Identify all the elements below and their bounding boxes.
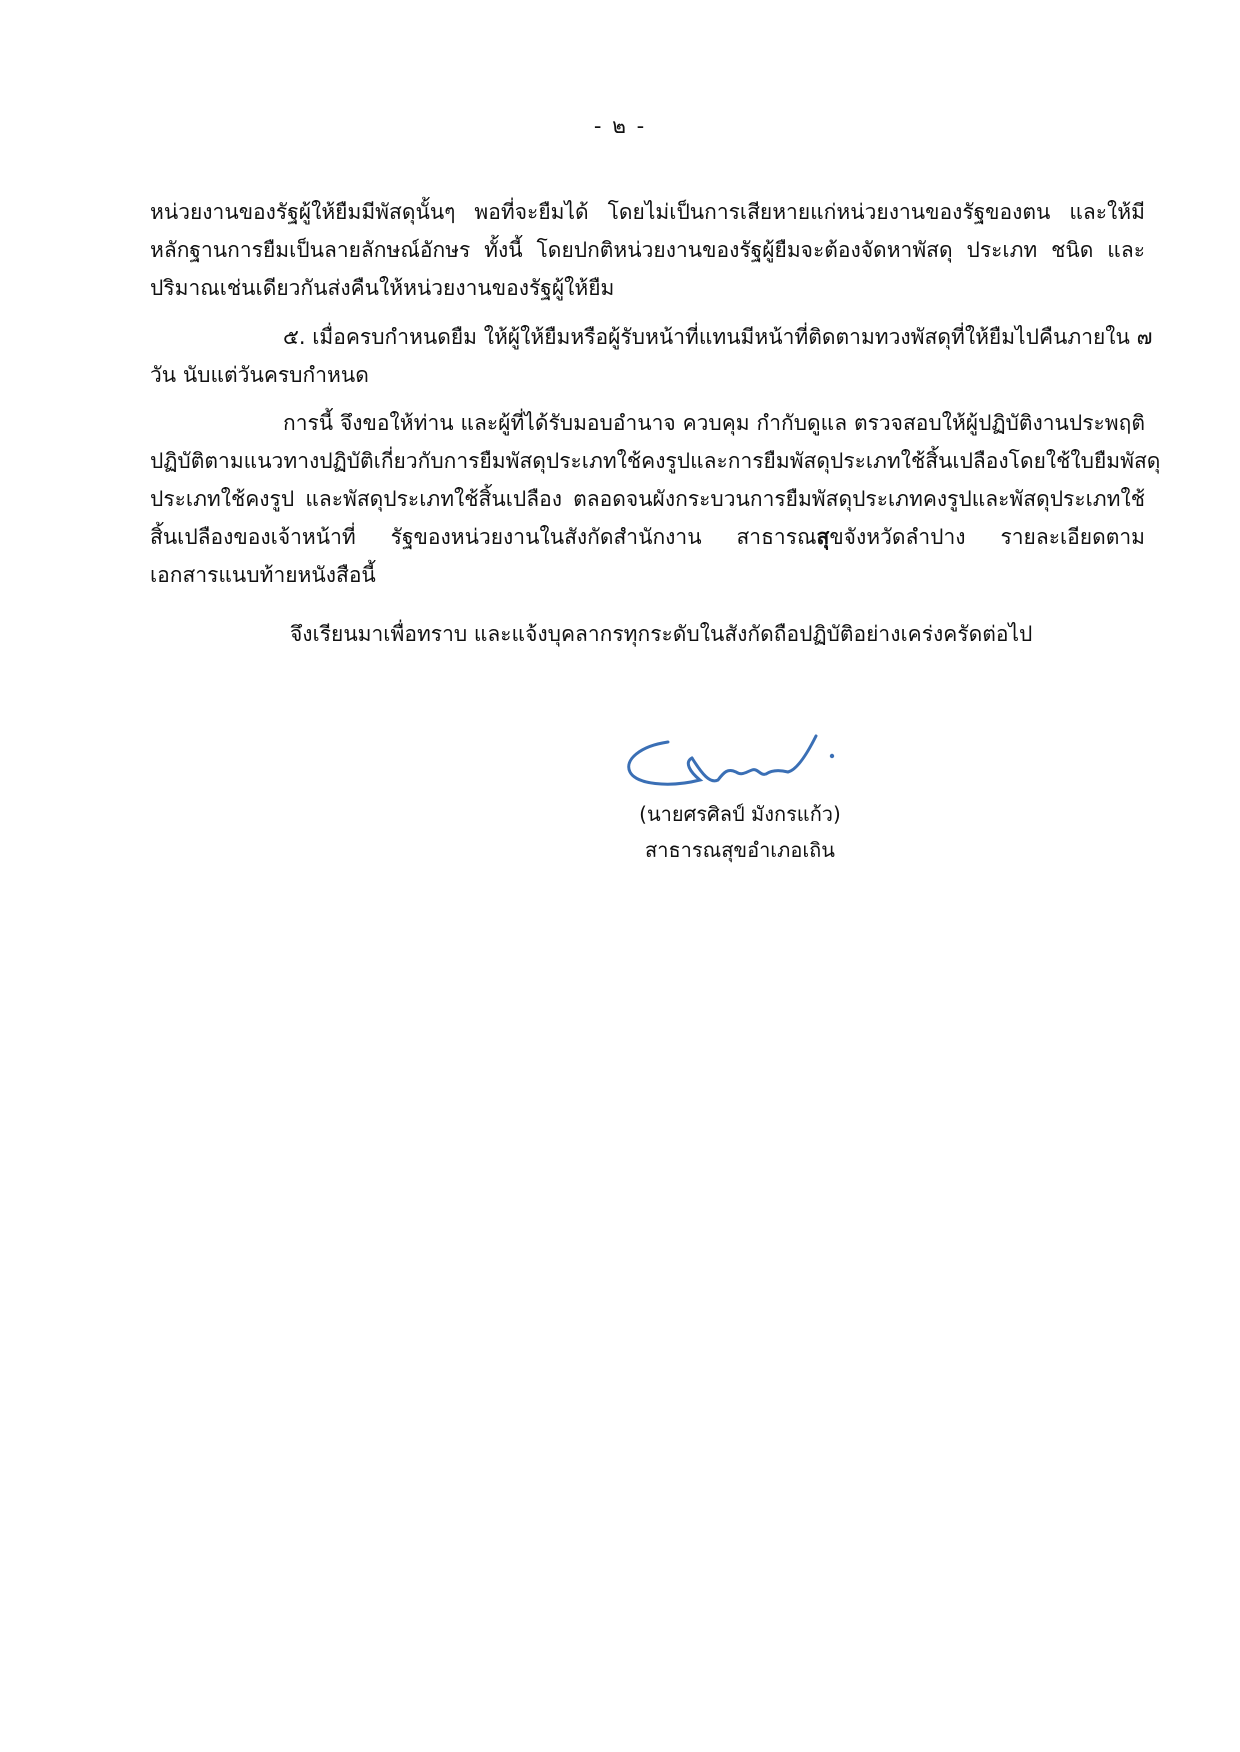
body-text-segment-bold: สุ [816, 525, 830, 549]
closing-text: จึงเรียนมาเพื่อทราบ และแจ้งบุคลากรทุกระดับในสังกัดถือปฏิบัติอย่างเคร่งครัดต่อไป [290, 622, 1033, 646]
body-text-line: ปฏิบัติตามแนวทางปฏิบัติเกี่ยวกับการยืมพัสดุประเภทใช้คงรูปและการยืมพัสดุประเภทใช้สิ้นเปลืองโดยใช้ใบยืมพัสดุ [150, 449, 1161, 473]
body-text-segment: ขจังหวัดลำปาง รายละเอียดตาม [829, 525, 1145, 549]
signatory-name: (นายศรศิลป์ มังกรแก้ว) [639, 802, 841, 826]
body-text-line: การนี้ จึงขอให้ท่าน และผู้ที่ได้รับมอบอำนาจ ควบคุม กำกับดูแล ตรวจสอบให้ผู้ปฏิบัติงานประพฤติ [283, 411, 1145, 435]
body-text-line [150, 518, 1145, 556]
body-text-segment: สิ้นเปลืองของเจ้าหน้าที่ รัฐของหน่วยงานในสังกัดสำนักงาน สาธารณ [150, 525, 817, 549]
body-text-line: วัน นับแต่วันครบกำหนด [150, 363, 369, 387]
body-text-line: ประเภทใช้คงรูป และพัสดุประเภทใช้สิ้นเปลือง ตลอดจนผังกระบวนการยืมพัสดุประเภทคงรูปและพัสดุประเภทใช้ [150, 487, 1145, 511]
signatory-position: สาธารณสุขอำเภอเถิน [645, 838, 835, 862]
handwritten-signature [620, 722, 850, 794]
body-text-line: ปริมาณเช่นเดียวกันส่งคืนให้หน่วยงานของรัฐผู้ให้ยืม [150, 276, 615, 300]
page-number: - ๒ - [593, 114, 647, 138]
body-text-line: หน่วยงานของรัฐผู้ให้ยืมมีพัสดุนั้นๆ พอที่จะยืมได้ โดยไม่เป็นการเสียหายแก่หน่วยงานของรัฐของตน และให้มี [150, 200, 1145, 224]
body-text-line: ๕. เมื่อครบกำหนดยืม ให้ผู้ให้ยืมหรือผู้รับหน้าที่แทนมีหน้าที่ติดตามทวงพัสดุที่ให้ยืมไปคืนภายใน ๗ [283, 325, 1153, 349]
body-text-line: เอกสารแนบท้ายหนังสือนี้ [150, 563, 376, 587]
body-text-line: หลักฐานการยืมเป็นลายลักษณ์อักษร ทั้งนี้ โดยปกติหน่วยงานของรัฐผู้ยืมจะต้องจัดหาพัสดุ ประเภท ชนิด และ [150, 238, 1145, 262]
